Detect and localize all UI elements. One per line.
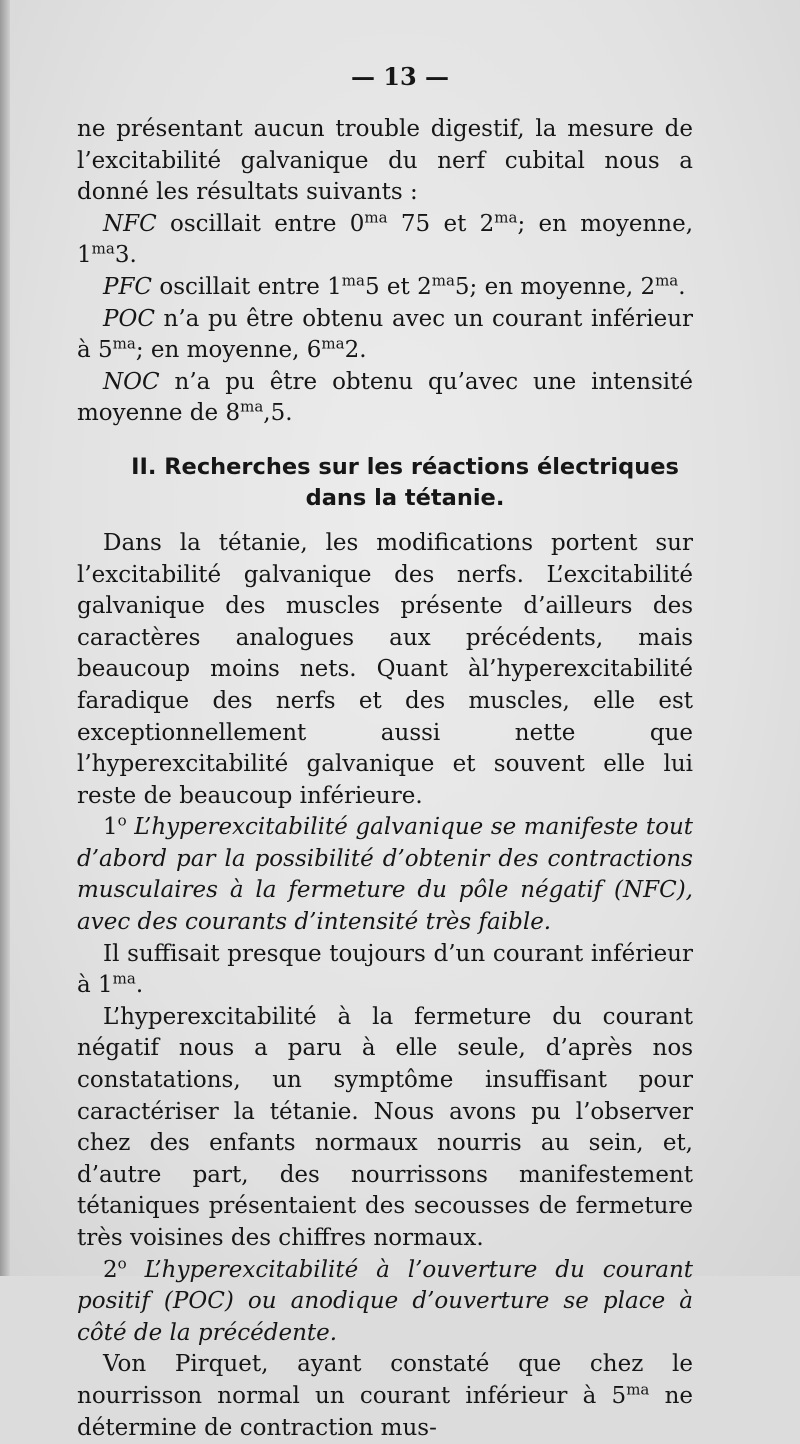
paragraph-point-2: 2$^o$ L’hyperexcitabilité à l’ouverture du courant positif (POC) ou anodique d’ouverture se place à côté de la précédente. <box>77 1253 693 1346</box>
paragraph-tetanie: Dans la tétanie, les modifications portent sur l’excitabilité galvanique des nerfs. L’excitabilité galvanique des muscles présente d’ailleurs des caractères analogues aux précédents, mais beaucoup moins nets. Quant àl’hyperexcitabilité faradique des nerfs et des muscles, elle est exceptionnellement aussi nette que l’hyperexcitabilité galvanique et souvent elle lui reste de beaucoup inférieure. <box>77 529 693 809</box>
abbr-poc-2: POC <box>172 1288 225 1315</box>
paragraph-pfc: PFC oscillait entre $1^{ma}5$ et $2^{ma}5$; en moyenne, $2^{ma}$. <box>103 271 686 300</box>
page-edge-shadow <box>0 0 10 1276</box>
paragraph-poc: POC n’a pu être obtenu avec un courant inférieur à $5^{ma}$; en moyenne, $6^{ma}2$. <box>77 305 693 364</box>
paragraph-intro: ne présentant aucun trouble digestif, la mesure de l’excitabilité galvanique du nerf cubital nous a donné les résultats suivants : <box>77 116 693 206</box>
paragraph-noc: NOC n’a pu être obtenu qu’avec une intensité moyenne de $8^{ma},5$. <box>77 368 693 427</box>
section-heading-line-2: dans la tétanie. <box>305 484 505 511</box>
section-heading-line-1: II. Recherches sur les réactions électriques <box>131 453 679 480</box>
section-heading <box>77 452 693 514</box>
abbr-poc: POC <box>103 305 155 332</box>
paragraph-von-pirquet: Von Pirquet, ayant constaté que chez le nourrisson normal un courant inférieur à $5^{ma}$ ne détermine de contraction mus- <box>77 1351 693 1441</box>
paragraph-negative-current: L’hyperexcitabilité à la fermeture du courant négatif nous a paru à elle seule, d’après nos constatations, un symptôme insuffisant pour caractériser la tétanie. Nous avons pu l’observer chez des enfants normaux nourris au sein, et, d’autre part, des nourrissons manifestement tétaniques présentaient des secousses de fermeture très voisines des chiffres normaux. <box>77 1003 693 1251</box>
abbr-pfc: PFC <box>103 273 153 300</box>
paragraph-threshold: Il suffisait presque toujours d’un courant inférieur à $1^{ma}$. <box>77 940 693 999</box>
abbr-nfc: NFC <box>103 210 157 237</box>
abbr-noc: NOC <box>103 368 160 395</box>
body-text <box>77 114 693 1444</box>
abbr-nfc-2: NFC <box>623 877 677 904</box>
paragraph-nfc: NFC oscillait entre $0^{ma}$ 75 et $2^{ma}$; en moyenne, $1^{ma}3$. <box>77 208 694 269</box>
page-number: — 13 — <box>350 62 450 91</box>
paragraph-point-1: 1$^o$ L’hyperexcitabilité galvanique se manifeste tout d’abord par la possibilité d’obtenir des contractions musculaires à la fermeture du pôle négatif (NFC), avec des courants d’intensité très faible. <box>77 811 693 936</box>
